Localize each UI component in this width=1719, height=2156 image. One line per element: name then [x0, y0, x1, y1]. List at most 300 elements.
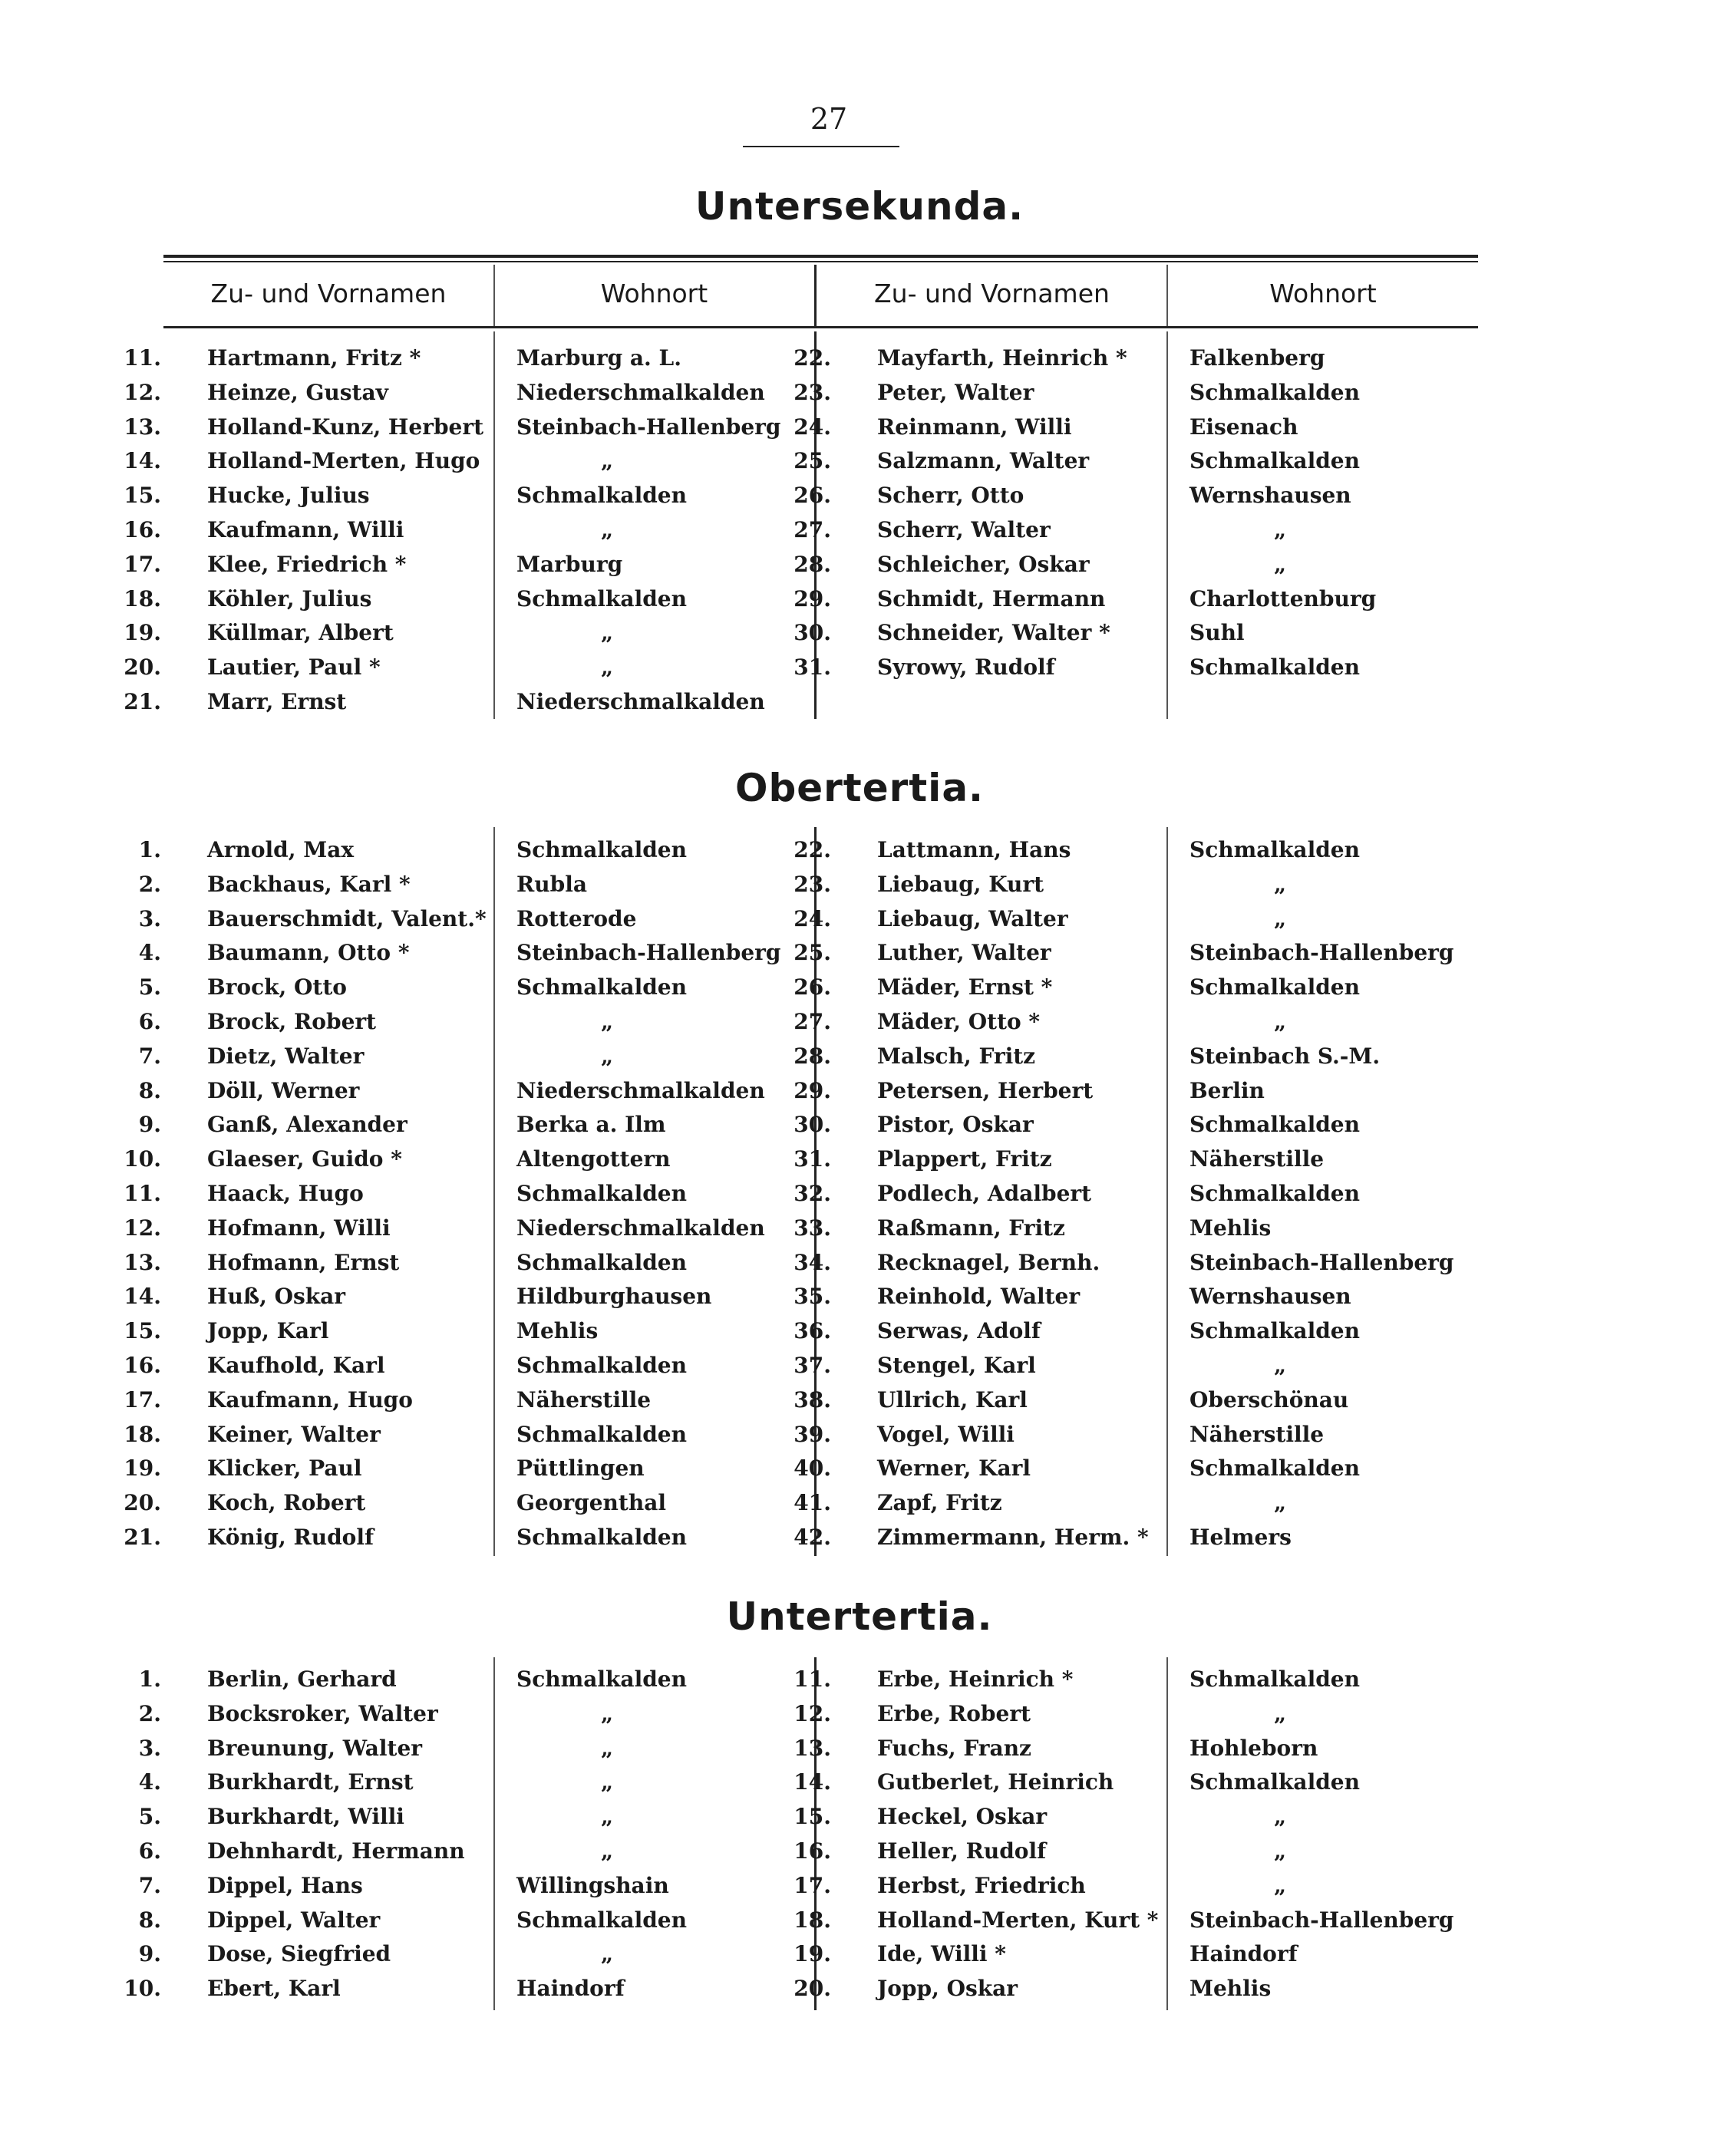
student-residence: Näherstille [516, 1386, 652, 1413]
student-number: 22. [794, 837, 831, 862]
student-residence: Helmers [1189, 1525, 1292, 1550]
student-name: Pistor, Oskar [877, 1112, 1034, 1138]
student-residence: Steinbach-Hallenberg [516, 940, 781, 966]
student-number: 17. [124, 1386, 161, 1413]
student-residence: Schmalkalden [516, 1907, 687, 1933]
student-residence: Hohleborn [1189, 1735, 1318, 1761]
student-residence: Berka a. Ilm [516, 1112, 666, 1138]
student-row [0, 1039, 1719, 1073]
student-row [0, 1383, 1719, 1417]
student-row [0, 1696, 1719, 1731]
table-top-rule-thin [163, 261, 1478, 262]
student-residence: Schmalkalden [1189, 654, 1360, 681]
student-residence: Schmalkalden [1189, 448, 1360, 474]
student-number: 18. [124, 585, 161, 612]
student-residence: Altengottern [516, 1146, 671, 1172]
student-number: 40. [794, 1455, 831, 1482]
student-number: 27. [794, 1009, 831, 1034]
student-row [0, 684, 1719, 719]
student-name: Holland-Merten, Kurt * [877, 1907, 1159, 1933]
student-number: 11. [794, 1666, 831, 1692]
student-number: 39. [794, 1421, 831, 1447]
section-title-untersekunda: Untersekunda. [695, 184, 1024, 229]
student-residence: Falkenberg [1189, 345, 1325, 371]
student-row [0, 1417, 1719, 1452]
student-name: Arnold, Max [207, 837, 355, 862]
student-residence: „ [1274, 1804, 1287, 1830]
student-name: Reinmann, Willi [877, 414, 1072, 440]
student-residence: Mehlis [1189, 1215, 1272, 1241]
student-residence: Schmalkalden [516, 483, 687, 509]
student-name: Breunung, Walter [207, 1735, 423, 1761]
student-name: Ullrich, Karl [877, 1386, 1028, 1413]
student-row [0, 832, 1719, 867]
student-name: Klicker, Paul [207, 1455, 362, 1482]
student-residence: Georgenthal [516, 1490, 666, 1516]
student-row [0, 1245, 1719, 1280]
student-residence: Schmalkalden [1189, 1181, 1360, 1206]
header-divider [493, 265, 495, 326]
student-number: 10. [124, 1976, 161, 2002]
student-name: Petersen, Herbert [877, 1077, 1094, 1103]
student-name: Erbe, Robert [877, 1700, 1031, 1726]
header-names-left: Zu- und Vornamen [210, 279, 447, 308]
student-number: 3. [138, 905, 161, 931]
student-name: Zimmermann, Herm. * [877, 1525, 1149, 1550]
student-number: 1. [138, 837, 161, 862]
student-name: Hartmann, Fritz * [207, 345, 421, 371]
student-residence: „ [601, 1941, 614, 1967]
student-number: 13. [124, 414, 161, 440]
student-name: Reinhold, Walter [877, 1284, 1081, 1310]
student-row [0, 1107, 1719, 1142]
student-name: Dose, Siegfried [207, 1941, 391, 1967]
student-residence: „ [601, 1009, 614, 1034]
student-number: 11. [124, 345, 161, 371]
student-number: 8. [138, 1077, 161, 1103]
student-name: Peter, Walter [877, 379, 1034, 405]
student-name: Podlech, Adalbert [877, 1181, 1092, 1206]
student-number: 29. [794, 585, 831, 612]
student-row [0, 1279, 1719, 1314]
student-number: 7. [138, 1043, 161, 1069]
student-residence: „ [1274, 1009, 1287, 1034]
student-name: Dietz, Walter [207, 1043, 365, 1069]
student-name: Kaufhold, Karl [207, 1353, 385, 1378]
student-name: Brock, Robert [207, 1009, 377, 1034]
student-name: Scherr, Otto [877, 483, 1024, 509]
header-bottom-rule [163, 326, 1478, 328]
student-residence: Steinbach-Hallenberg [516, 414, 781, 440]
student-residence: Wernshausen [1189, 483, 1351, 509]
student-row [0, 410, 1719, 444]
student-name: Scherr, Walter [877, 517, 1051, 542]
student-number: 2. [138, 1700, 161, 1726]
header-names-right: Zu- und Vornamen [874, 279, 1110, 308]
student-number: 14. [124, 1284, 161, 1310]
student-residence: Schmalkalden [1189, 1666, 1360, 1692]
student-name: Erbe, Heinrich * [877, 1666, 1074, 1692]
student-number: 15. [124, 1318, 161, 1344]
student-number: 19. [124, 1455, 161, 1482]
student-number: 12. [124, 1215, 161, 1241]
student-number: 24. [794, 905, 831, 931]
student-number: 26. [794, 483, 831, 509]
student-residence: Niederschmalkalden [516, 1215, 765, 1241]
student-number: 18. [794, 1907, 831, 1933]
student-number: 5. [138, 1804, 161, 1830]
student-number: 35. [794, 1284, 831, 1310]
student-number: 6. [138, 1838, 161, 1864]
student-number: 1. [138, 1666, 161, 1692]
student-number: 21. [124, 1525, 161, 1550]
student-row [0, 1731, 1719, 1765]
student-number: 31. [794, 1146, 831, 1172]
student-row [0, 582, 1719, 616]
student-number: 17. [124, 551, 161, 577]
student-residence: Marburg a. L. [516, 345, 681, 371]
student-name: Syrowy, Rudolf [877, 654, 1055, 681]
student-residence: Schmalkalden [1189, 1318, 1360, 1344]
student-number: 23. [794, 379, 831, 405]
student-residence: Püttlingen [516, 1455, 645, 1482]
student-residence: „ [1274, 1700, 1287, 1726]
student-row [0, 1314, 1719, 1348]
student-residence: „ [1274, 871, 1287, 897]
student-number: 14. [794, 1769, 831, 1795]
student-name: Malsch, Fritz [877, 1043, 1036, 1069]
student-name: Dippel, Hans [207, 1872, 363, 1898]
student-name: Huß, Oskar [207, 1284, 346, 1310]
header-residence-right: Wohnort [1269, 279, 1377, 308]
student-number: 18. [124, 1421, 161, 1447]
student-residence: Steinbach-Hallenberg [1189, 1907, 1454, 1933]
student-name: Gutberlet, Heinrich [877, 1769, 1114, 1795]
student-residence: Rotterode [516, 905, 637, 931]
student-name: Koch, Robert [207, 1490, 366, 1516]
header-divider [814, 265, 817, 326]
student-residence: Niederschmalkalden [516, 1077, 765, 1103]
student-name: Jopp, Karl [207, 1318, 329, 1344]
student-residence: Schmalkalden [516, 837, 687, 862]
student-name: Dippel, Walter [207, 1907, 381, 1933]
student-name: Luther, Walter [877, 940, 1051, 966]
student-residence: Schmalkalden [516, 1181, 687, 1206]
section-title-untertertia: Untertertia. [726, 1594, 993, 1639]
student-residence: „ [601, 1769, 614, 1795]
student-number: 9. [138, 1941, 161, 1967]
student-row [0, 650, 1719, 684]
student-residence: Willingshain [516, 1872, 669, 1898]
student-residence: „ [601, 517, 614, 542]
student-number: 5. [138, 974, 161, 1001]
student-name: Schneider, Walter * [877, 620, 1110, 646]
student-residence: Schmalkalden [516, 974, 687, 1001]
student-number: 16. [124, 1353, 161, 1378]
student-name: Brock, Otto [207, 974, 347, 1001]
student-name: Hofmann, Willi [207, 1215, 391, 1241]
student-residence: „ [1274, 551, 1287, 577]
student-number: 31. [794, 654, 831, 681]
student-number: 4. [138, 1769, 161, 1795]
student-residence: „ [601, 654, 614, 681]
student-name: Ganß, Alexander [207, 1112, 407, 1138]
student-row [0, 1937, 1719, 1971]
student-name: Bocksroker, Walter [207, 1700, 438, 1726]
student-number: 15. [124, 483, 161, 509]
student-residence: Schmalkalden [1189, 379, 1360, 405]
student-row [0, 341, 1719, 375]
student-number: 12. [794, 1700, 831, 1726]
student-residence: Rubla [516, 871, 587, 897]
student-name: Mäder, Ernst * [877, 974, 1053, 1001]
student-residence: Suhl [1189, 620, 1245, 646]
student-row [0, 1971, 1719, 2006]
student-residence: „ [1274, 517, 1287, 542]
student-residence: Marburg [516, 551, 623, 577]
student-residence: Wernshausen [1189, 1284, 1351, 1310]
student-residence: „ [1274, 1872, 1287, 1898]
student-number: 16. [124, 517, 161, 542]
student-name: Köhler, Julius [207, 585, 372, 612]
student-residence: Mehlis [1189, 1976, 1272, 2002]
student-name: Schmidt, Hermann [877, 585, 1106, 612]
student-name: Recknagel, Bernh. [877, 1249, 1100, 1275]
student-number: 7. [138, 1872, 161, 1898]
student-residence: Oberschönau [1189, 1386, 1349, 1413]
student-residence: Steinbach-Hallenberg [1189, 1249, 1454, 1275]
student-row [0, 443, 1719, 478]
student-row [0, 1348, 1719, 1383]
student-residence: „ [601, 1838, 614, 1864]
student-residence: Schmalkalden [1189, 1112, 1360, 1138]
student-residence: Näherstille [1189, 1146, 1325, 1172]
student-number: 22. [794, 345, 831, 371]
student-residence: Schmalkalden [1189, 1455, 1360, 1482]
page-number-rule [743, 146, 899, 147]
student-residence: Schmalkalden [516, 1666, 687, 1692]
student-name: Liebaug, Walter [877, 905, 1068, 931]
student-name: Heckel, Oskar [877, 1804, 1048, 1830]
student-name: Kaufmann, Hugo [207, 1386, 413, 1413]
student-residence: Mehlis [516, 1318, 599, 1344]
student-row [0, 1485, 1719, 1520]
student-number: 8. [138, 1907, 161, 1933]
student-number: 13. [794, 1735, 831, 1761]
student-number: 12. [124, 379, 161, 405]
student-name: Holland-Merten, Hugo [207, 448, 480, 474]
student-number: 37. [794, 1353, 831, 1378]
student-residence: Steinbach S.-M. [1189, 1043, 1381, 1069]
student-number: 25. [794, 448, 831, 474]
student-number: 4. [138, 940, 161, 966]
student-number: 17. [794, 1872, 831, 1898]
student-row [0, 1142, 1719, 1176]
student-residence: Hildburghausen [516, 1284, 712, 1310]
student-residence: „ [601, 448, 614, 474]
student-name: Ebert, Karl [207, 1976, 341, 2002]
student-number: 21. [124, 689, 161, 714]
student-name: Heller, Rudolf [877, 1838, 1047, 1864]
student-residence: Schmalkalden [516, 1421, 687, 1447]
student-row [0, 1662, 1719, 1696]
student-row [0, 1176, 1719, 1211]
student-residence: Berlin [1189, 1077, 1265, 1103]
student-number: 9. [138, 1112, 161, 1138]
student-row [0, 1903, 1719, 1937]
student-row [0, 375, 1719, 410]
student-residence: „ [1274, 1490, 1287, 1516]
student-residence: Charlottenburg [1189, 585, 1377, 612]
student-name: Backhaus, Karl * [207, 871, 411, 897]
student-name: Salzmann, Walter [877, 448, 1090, 474]
student-name: Lattmann, Hans [877, 837, 1071, 862]
student-number: 3. [138, 1735, 161, 1761]
student-number: 20. [124, 654, 161, 681]
student-name: Heinze, Gustav [207, 379, 388, 405]
student-row [0, 513, 1719, 547]
student-residence: Schmalkalden [516, 585, 687, 612]
student-row [0, 1004, 1719, 1039]
student-residence: Haindorf [1189, 1941, 1298, 1967]
student-number: 16. [794, 1838, 831, 1864]
student-residence: „ [1274, 1353, 1287, 1378]
student-name: Werner, Karl [877, 1455, 1031, 1482]
student-name: Vogel, Willi [877, 1421, 1015, 1447]
student-name: Schleicher, Oskar [877, 551, 1090, 577]
student-number: 24. [794, 414, 831, 440]
student-number: 32. [794, 1181, 831, 1206]
table-top-rule [163, 255, 1478, 258]
student-name: Burkhardt, Ernst [207, 1769, 414, 1795]
student-residence: Schmalkalden [1189, 837, 1360, 862]
student-row [0, 1834, 1719, 1868]
student-residence: „ [601, 1735, 614, 1761]
student-name: Küllmar, Albert [207, 620, 394, 646]
student-row [0, 1520, 1719, 1554]
student-name: Marr, Ernst [207, 689, 347, 714]
student-row [0, 1799, 1719, 1834]
student-name: Hucke, Julius [207, 483, 370, 509]
student-residence: Schmalkalden [516, 1249, 687, 1275]
student-number: 13. [124, 1249, 161, 1275]
student-residence: „ [601, 1804, 614, 1830]
student-name: Herbst, Friedrich [877, 1872, 1086, 1898]
student-number: 2. [138, 871, 161, 897]
student-number: 38. [794, 1386, 831, 1413]
student-name: Döll, Werner [207, 1077, 360, 1103]
student-number: 26. [794, 974, 831, 1001]
student-number: 19. [794, 1941, 831, 1967]
student-name: Baumann, Otto * [207, 940, 410, 966]
student-name: Ide, Willi * [877, 1941, 1006, 1967]
student-row [0, 867, 1719, 902]
student-row [0, 970, 1719, 1004]
student-name: König, Rudolf [207, 1525, 374, 1550]
section-title-obertertia: Obertertia. [734, 766, 985, 810]
student-name: Zapf, Fritz [877, 1490, 1002, 1516]
student-name: Glaeser, Guido * [207, 1146, 402, 1172]
student-name: Stengel, Karl [877, 1353, 1036, 1378]
student-number: 29. [794, 1077, 831, 1103]
student-number: 33. [794, 1215, 831, 1241]
student-name: Bauerschmidt, Valent.* [207, 905, 487, 931]
student-number: 20. [124, 1490, 161, 1516]
student-residence: Näherstille [1189, 1421, 1325, 1447]
student-number: 36. [794, 1318, 831, 1344]
student-name: Klee, Friedrich * [207, 551, 407, 577]
student-number: 23. [794, 871, 831, 897]
student-name: Kaufmann, Willi [207, 517, 404, 542]
student-number: 28. [794, 551, 831, 577]
student-number: 6. [138, 1009, 161, 1034]
student-residence: „ [1274, 905, 1287, 931]
student-name: Raßmann, Fritz [877, 1215, 1065, 1241]
student-row [0, 935, 1719, 970]
student-row [0, 902, 1719, 936]
student-row [0, 478, 1719, 513]
student-number: 27. [794, 517, 831, 542]
student-number: 20. [794, 1976, 831, 2002]
student-row [0, 547, 1719, 582]
student-residence: „ [601, 1700, 614, 1726]
student-row [0, 1765, 1719, 1799]
student-residence: „ [1274, 1838, 1287, 1864]
student-name: Serwas, Adolf [877, 1318, 1041, 1344]
student-number: 42. [794, 1525, 831, 1550]
student-residence: Schmalkalden [516, 1525, 687, 1550]
student-name: Fuchs, Franz [877, 1735, 1031, 1761]
student-residence: Niederschmalkalden [516, 379, 765, 405]
student-residence: Schmalkalden [1189, 974, 1360, 1001]
student-residence: Eisenach [1189, 414, 1298, 440]
student-number: 30. [794, 1112, 831, 1138]
student-name: Keiner, Walter [207, 1421, 381, 1447]
student-name: Mayfarth, Heinrich * [877, 345, 1127, 371]
student-number: 28. [794, 1043, 831, 1069]
student-name: Jopp, Oskar [877, 1976, 1018, 2002]
student-residence: Schmalkalden [516, 1353, 687, 1378]
student-number: 34. [794, 1249, 831, 1275]
student-row [0, 1073, 1719, 1108]
student-residence: Steinbach-Hallenberg [1189, 940, 1454, 966]
student-name: Berlin, Gerhard [207, 1666, 397, 1692]
student-name: Hofmann, Ernst [207, 1249, 400, 1275]
student-name: Lautier, Paul * [207, 654, 381, 681]
student-number: 15. [794, 1804, 831, 1830]
student-row [0, 1211, 1719, 1245]
student-number: 19. [124, 620, 161, 646]
student-name: Dehnhardt, Hermann [207, 1838, 465, 1864]
student-name: Burkhardt, Willi [207, 1804, 404, 1830]
student-number: 10. [124, 1146, 161, 1172]
student-residence: Niederschmalkalden [516, 689, 765, 714]
student-number: 25. [794, 940, 831, 966]
student-name: Liebaug, Kurt [877, 871, 1044, 897]
page-number: 27 [810, 102, 848, 136]
student-number: 14. [124, 448, 161, 474]
student-name: Haack, Hugo [207, 1181, 364, 1206]
student-number: 41. [794, 1490, 831, 1516]
student-row [0, 1451, 1719, 1485]
student-residence: Haindorf [516, 1976, 625, 2002]
student-residence: „ [601, 1043, 614, 1069]
student-name: Plappert, Fritz [877, 1146, 1052, 1172]
student-residence: „ [601, 620, 614, 646]
header-residence-left: Wohnort [600, 279, 708, 308]
header-divider [1166, 265, 1168, 326]
student-row [0, 615, 1719, 650]
